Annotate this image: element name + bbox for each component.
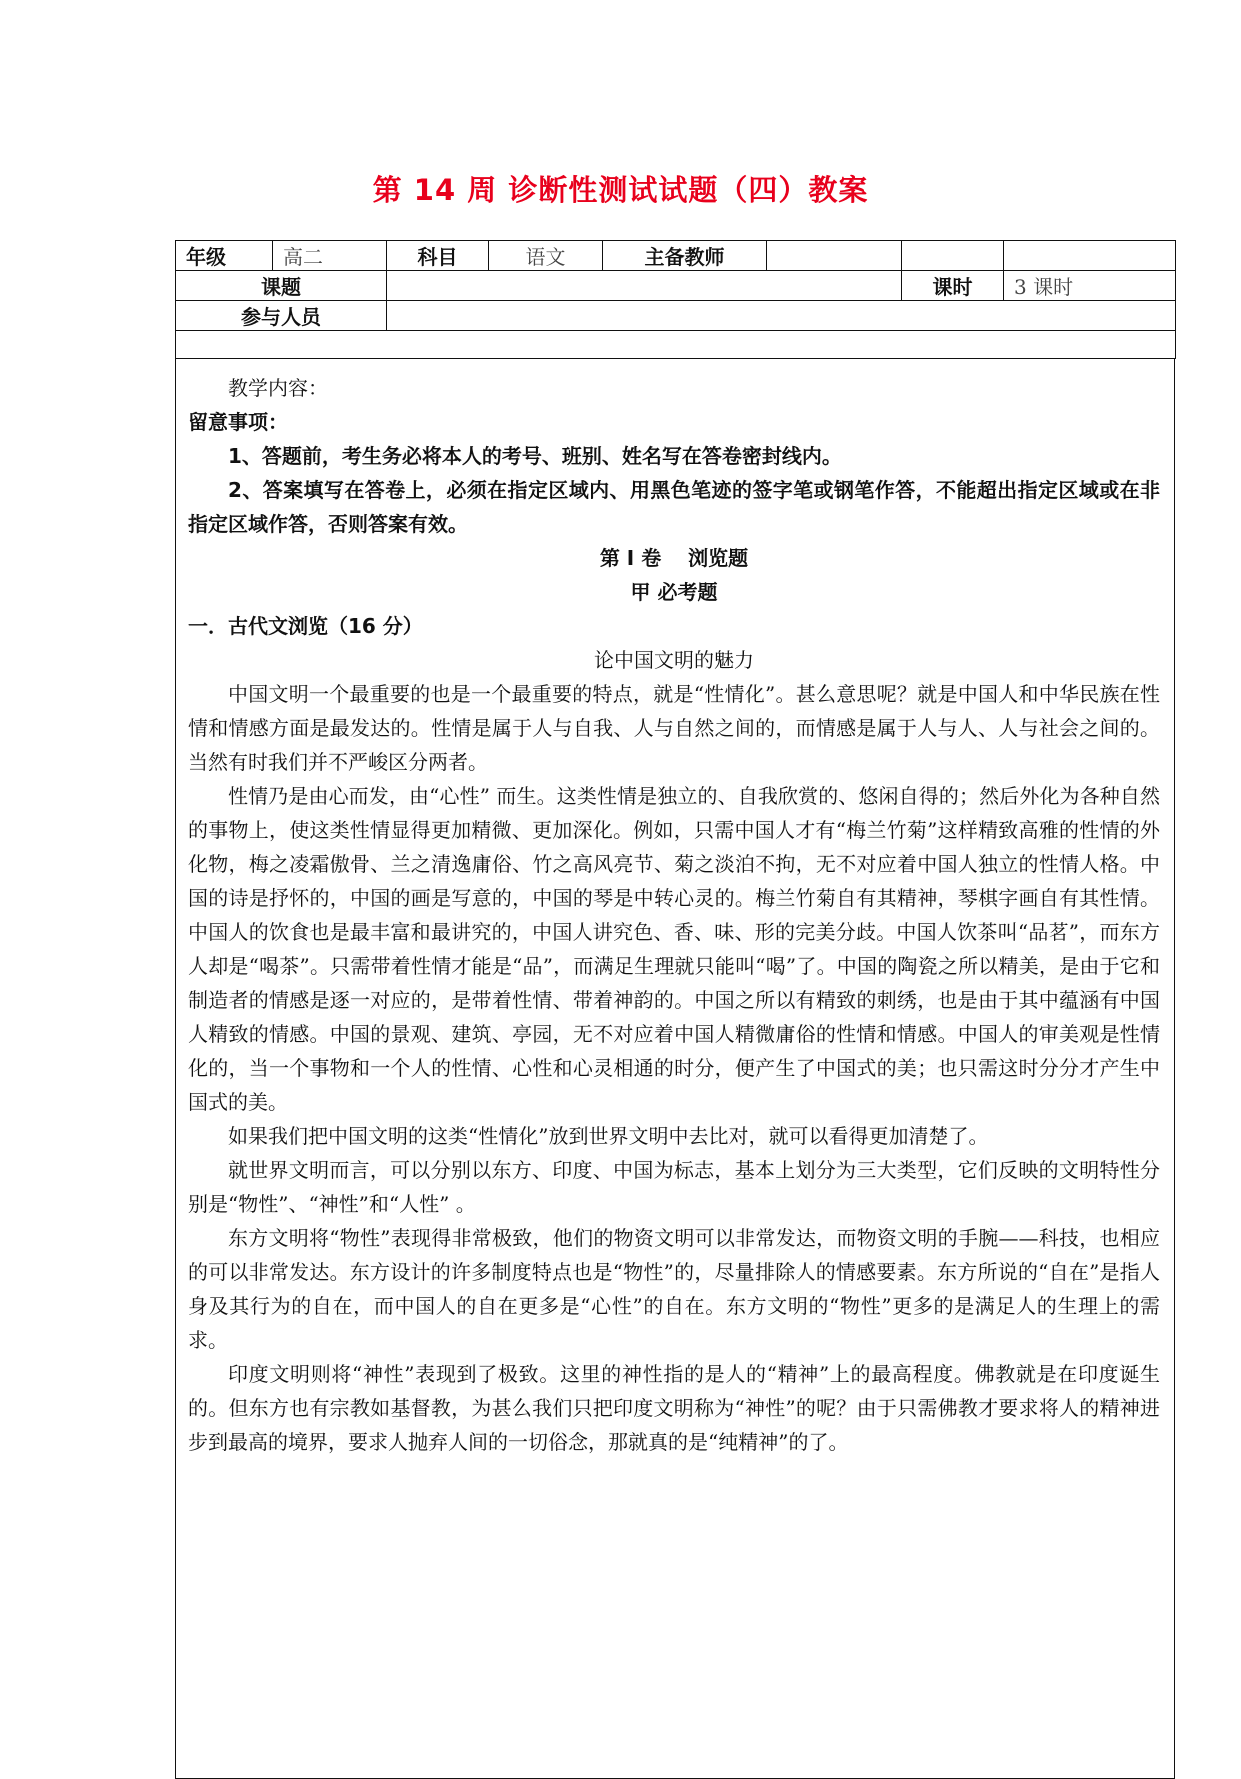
hours-label: 课时	[902, 271, 1004, 301]
grade-label: 年级	[176, 241, 273, 271]
topic-label: 课题	[176, 271, 387, 301]
article-paragraph: 如果我们把中国文明的这类“性情化”放到世界文明中去比对，就可以看得更加清楚了。	[228, 1124, 989, 1148]
article-title: 论中国文明的魅力	[594, 648, 754, 672]
teacher-value	[767, 241, 902, 271]
content-cell	[175, 359, 1175, 1779]
article-paragraph: 就世界文明而言，可以分别以东方、印度、中国为标志，基本上划分为三大类型，它们反映的文明特性分别是“物性”、“神性”和“人性” 。	[188, 1158, 1160, 1216]
blank-cell-1	[902, 241, 1004, 271]
participants-value	[387, 301, 1176, 331]
article-paragraph: 中国文明一个最重要的也是一个最重要的特点，就是“性情化”。甚么意思呢？就是中国人和中华民族在性情和情感方面是最发达的。性情是属于人与自我、人与自然之间的，而情感是属于人与人、人与社会之间的。当然有时我们并不严峻区分两者。	[188, 682, 1160, 774]
article-paragraph: 印度文明则将“神性”表现到了极致。这里的神性指的是人的“精神”上的最高程度。佛教就是在印度诞生的。但东方也有宗教如基督教，为甚么我们只把印度文明称为“神性”的呢？由于只需佛教才要求将人的精神进步到最高的境界，要求人抛弃人间的一切俗念，那就真的是“纯精神”的了。	[188, 1362, 1160, 1454]
teacher-label: 主备教师	[603, 241, 767, 271]
article-paragraph: 东方文明将“物性”表现得非常极致，他们的物资文明可以非常发达，而物资文明的手腕——科技，也相应的可以非常发达。东方设计的许多制度特点也是“物性”的，尽量排除人的情感要素。东方所说的“自在”是指人身及其行为的自在，而中国人的自在更多是“心性”的自在。东方文明的“物性”更多的是满足人的生理上的需求。	[188, 1226, 1160, 1352]
blank-row	[176, 331, 1176, 359]
notice-item-2: 2、答案填写在答卷上，必须在指定区域内、用黑色笔迹的签字笔或钢笔作答，不能超出指定区域或在非指定区域作答，否则答案有效。	[188, 478, 1160, 536]
notice-heading: 留意事项：	[188, 410, 288, 434]
volume-title: 第 I 卷 浏览题	[599, 546, 749, 570]
section-title: 甲 必考题	[630, 580, 718, 604]
hours-value: 3 课时	[1004, 271, 1176, 301]
notice-item-1: 1、答题前，考生务必将本人的考号、班别、姓名写在答卷密封线内。	[228, 444, 842, 468]
info-table	[175, 240, 1176, 359]
page-title: 第 14 周 诊断性测试试题（四）教案	[372, 173, 869, 207]
article-paragraph: 性情乃是由心而发，由“心性” 而生。这类性情是独立的、自我欣赏的、悠闲自得的；然后外化为各种自然的事物上，使这类性情显得更加精微、更加深化。例如，只需中国人才有“梅兰竹菊”这样精致高雅的性情的外化物，梅之凌霜傲骨、兰之清逸庸俗、竹之高风亮节、菊之淡泊不拘，无不对应着中国人独立的性情人格。中国的诗是抒怀的，中国的画是写意的，中国的琴是中转心灵的。梅兰竹菊自有其精神，琴棋字画自有其性情。中国人的饮食也是最丰富和最讲究的，中国人讲究色、香、味、形的完美分歧。中国人饮茶叫“品茗”，而东方人却是“喝茶”。只需带着性情才能是“品”，而满足生理就只能叫“喝”了。中国的陶瓷之所以精美，是由于它和制造者的情感是逐一对应的，是带着性情、带着神韵的。中国之所以有精致的刺绣，也是由于其中蕴涵有中国人精致的情感。中国的景观、建筑、亭园，无不对应着中国人精微庸俗的性情和情感。中国人的审美观是性情化的，当一个事物和一个人的性情、心性和心灵相通的时分，便产生了中国式的美；也只需这时分分才产生中国式的美。	[188, 784, 1160, 1114]
subject-label: 科目	[387, 241, 489, 271]
part-one-heading: 一．古代文浏览（16 分）	[188, 614, 423, 638]
teaching-content-label: 教学内容：	[228, 376, 328, 400]
grade-value: 高二	[273, 241, 387, 271]
blank-cell-2	[1004, 241, 1176, 271]
topic-value	[387, 271, 902, 301]
participants-label: 参与人员	[176, 301, 387, 331]
subject-value: 语文	[489, 241, 603, 271]
